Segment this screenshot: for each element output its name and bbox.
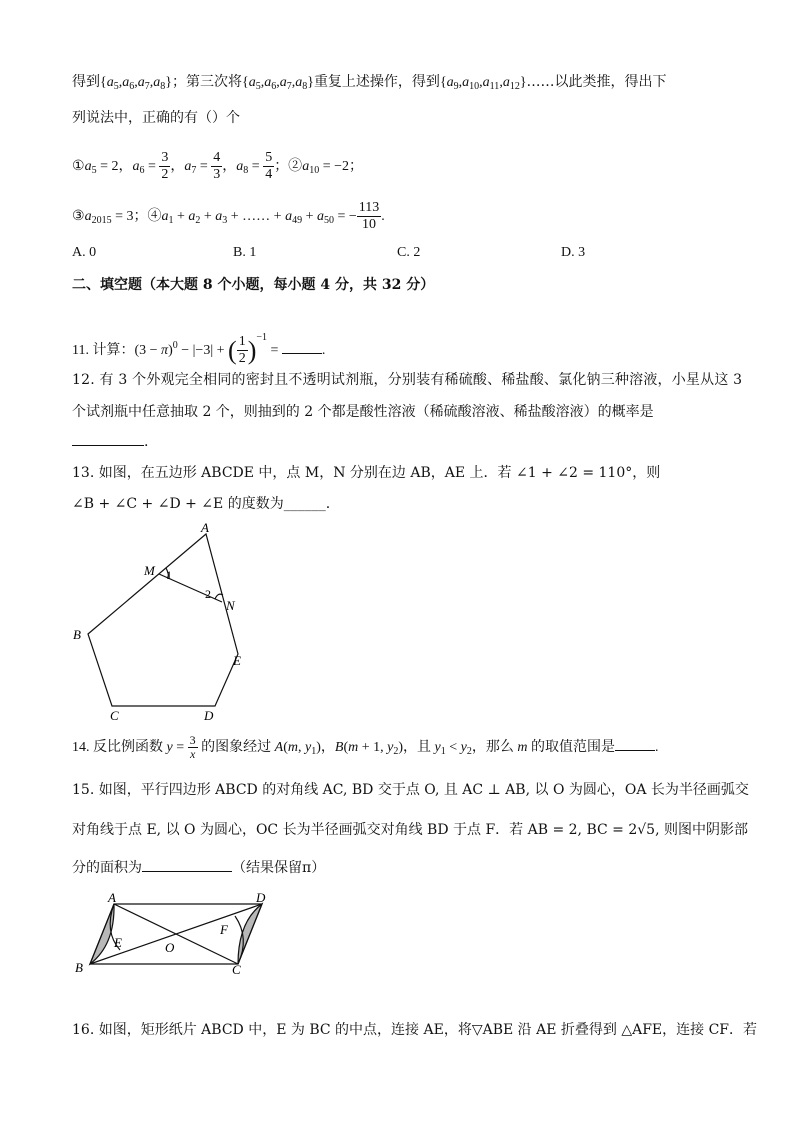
fig13-label-2: 2	[205, 587, 211, 601]
q11-label: 11. 计算：	[72, 343, 135, 358]
intro-line-2: 列说法中，正确的有（）个	[72, 110, 240, 126]
fig13-label-1: 1	[166, 568, 172, 582]
intro-line-1	[72, 72, 667, 97]
pentagon-abcde	[88, 534, 238, 706]
intro-text-2: ；第三次将	[171, 74, 242, 90]
intro-text-1: 得到	[72, 74, 100, 90]
q15-line-2: 对角线于点 E, 以 O 为圆心，OC 长为半径画弧交对角线 BD 于点 F．若 AB = 2, BC = 2√5, 则图中阴影部	[72, 822, 748, 838]
fig15-label-o: O	[165, 940, 175, 955]
q12-line-2: 个试剂瓶中任意抽取 2 个，则抽到的 2 个都是酸性溶液（稀硫酸溶液、稀盐酸溶液）的概率是	[72, 404, 654, 420]
q15-line-1: 15. 如图，平行四边形 ABCD 的对角线 AC, BD 交于点 O, 且 AC ⊥ AB, 以 O 为圆心，OA 长为半径画弧交	[72, 782, 749, 798]
q12-line-3	[72, 432, 148, 452]
angle-2-arc	[215, 594, 223, 599]
pentagon-figure	[70, 518, 260, 728]
fig15-label-c: C	[232, 962, 241, 977]
fig15-label-e: E	[114, 935, 122, 950]
set-a9-a12: $\{a_9,a_{10},a_{11},a_{12}\}$	[439, 75, 527, 92]
q13-line-1: 13. 如图，在五边形 ABCDE 中，点 M，N 分别在边 AB，AE 上．若 ∠1 + ∠2 = 110°，则	[72, 465, 661, 481]
diagonal-bd	[90, 904, 262, 964]
fig13-label-n: N	[226, 598, 235, 613]
fig13-label-c: C	[110, 708, 119, 723]
q15-line-3-text: 分的面积为	[72, 860, 142, 876]
fig13-label-b: B	[73, 627, 81, 642]
q12-line-3-end: .	[144, 434, 149, 450]
section-heading: 二、填空题（本大题 8 个小题，每小题 4 分，共 32 分）	[72, 277, 435, 293]
option-b[interactable]: B. 1	[233, 245, 257, 260]
q12-line-1: 12. 有 3 个外观完全相同的密封且不透明试剂瓶，分别装有稀硫酸、稀盐酸、氯化钠三种溶液，小星从这 3	[72, 372, 743, 388]
q13-line-2: ∠B + ∠C + ∠D + ∠E 的度数为______.	[72, 496, 331, 512]
option-d[interactable]: D. 3	[561, 245, 586, 260]
option-a[interactable]: A. 0	[72, 245, 97, 260]
fig13-label-m: M	[144, 563, 155, 578]
intro-text-4: ……以此类推，得出下	[526, 74, 667, 90]
intro-text-3: 重复上述操作，得到	[313, 74, 440, 90]
statement-1-2: $①a_5 = 2$，$a_6$ = $\frac{3}{2}$ ，$a_7$ = $\frac{4}{3}$ ，$a_8$ = $\frac{5}{4}$ ；$②a_{10} = -2$；	[72, 150, 363, 183]
parallelogram-figure	[70, 890, 280, 980]
question-16: 16. 如图，矩形纸片 ABCD 中，E 为 BC 的中点，连接 AE，将▽ABE 沿 AE 折叠得到 △AFE，连接 CF．若	[72, 1022, 758, 1038]
statement-3-4: $③a_{2015} = 3$；$④a_1 + a_2 + a_3$ + …… + $a_{49} + a_{50}$ = − $\frac{113}{10}$ .	[72, 200, 385, 233]
fig13-label-a: A	[201, 520, 209, 535]
q15-answer-blank[interactable]	[142, 859, 232, 872]
q15-line-3-end: （结果保留π）	[232, 860, 326, 876]
q12-answer-blank[interactable]	[72, 433, 144, 446]
fig15-label-a: A	[108, 890, 116, 905]
fig15-label-b: B	[75, 960, 83, 975]
set-a5-a8-second: $\{a_5,a_6,a_7,a_8\}$	[241, 75, 314, 92]
set-a5-a8: $\{a_5,a_6,a_7,a_8\}$	[100, 75, 172, 92]
q15-line-3	[72, 858, 325, 878]
option-c[interactable]: C. 2	[397, 245, 421, 260]
question-11: 11. 计算：$(3 - \pi)^0 - |-3|$ + ( $\frac{1}{2}$ )$^{-1}$ = .	[72, 332, 326, 367]
fig15-label-d: D	[256, 890, 266, 905]
fig13-label-d: D	[204, 708, 214, 723]
fig13-label-e: E	[233, 653, 241, 668]
fig15-label-f: F	[220, 922, 228, 937]
question-14: 14. 反比例函数 y = $\frac{3}{x}$ 的图象经过 A(m, $y_1$)，B(m + 1, $y_2$)，且 $y_1 < y_2$，那么 m 的取值范围是 .	[72, 733, 659, 762]
